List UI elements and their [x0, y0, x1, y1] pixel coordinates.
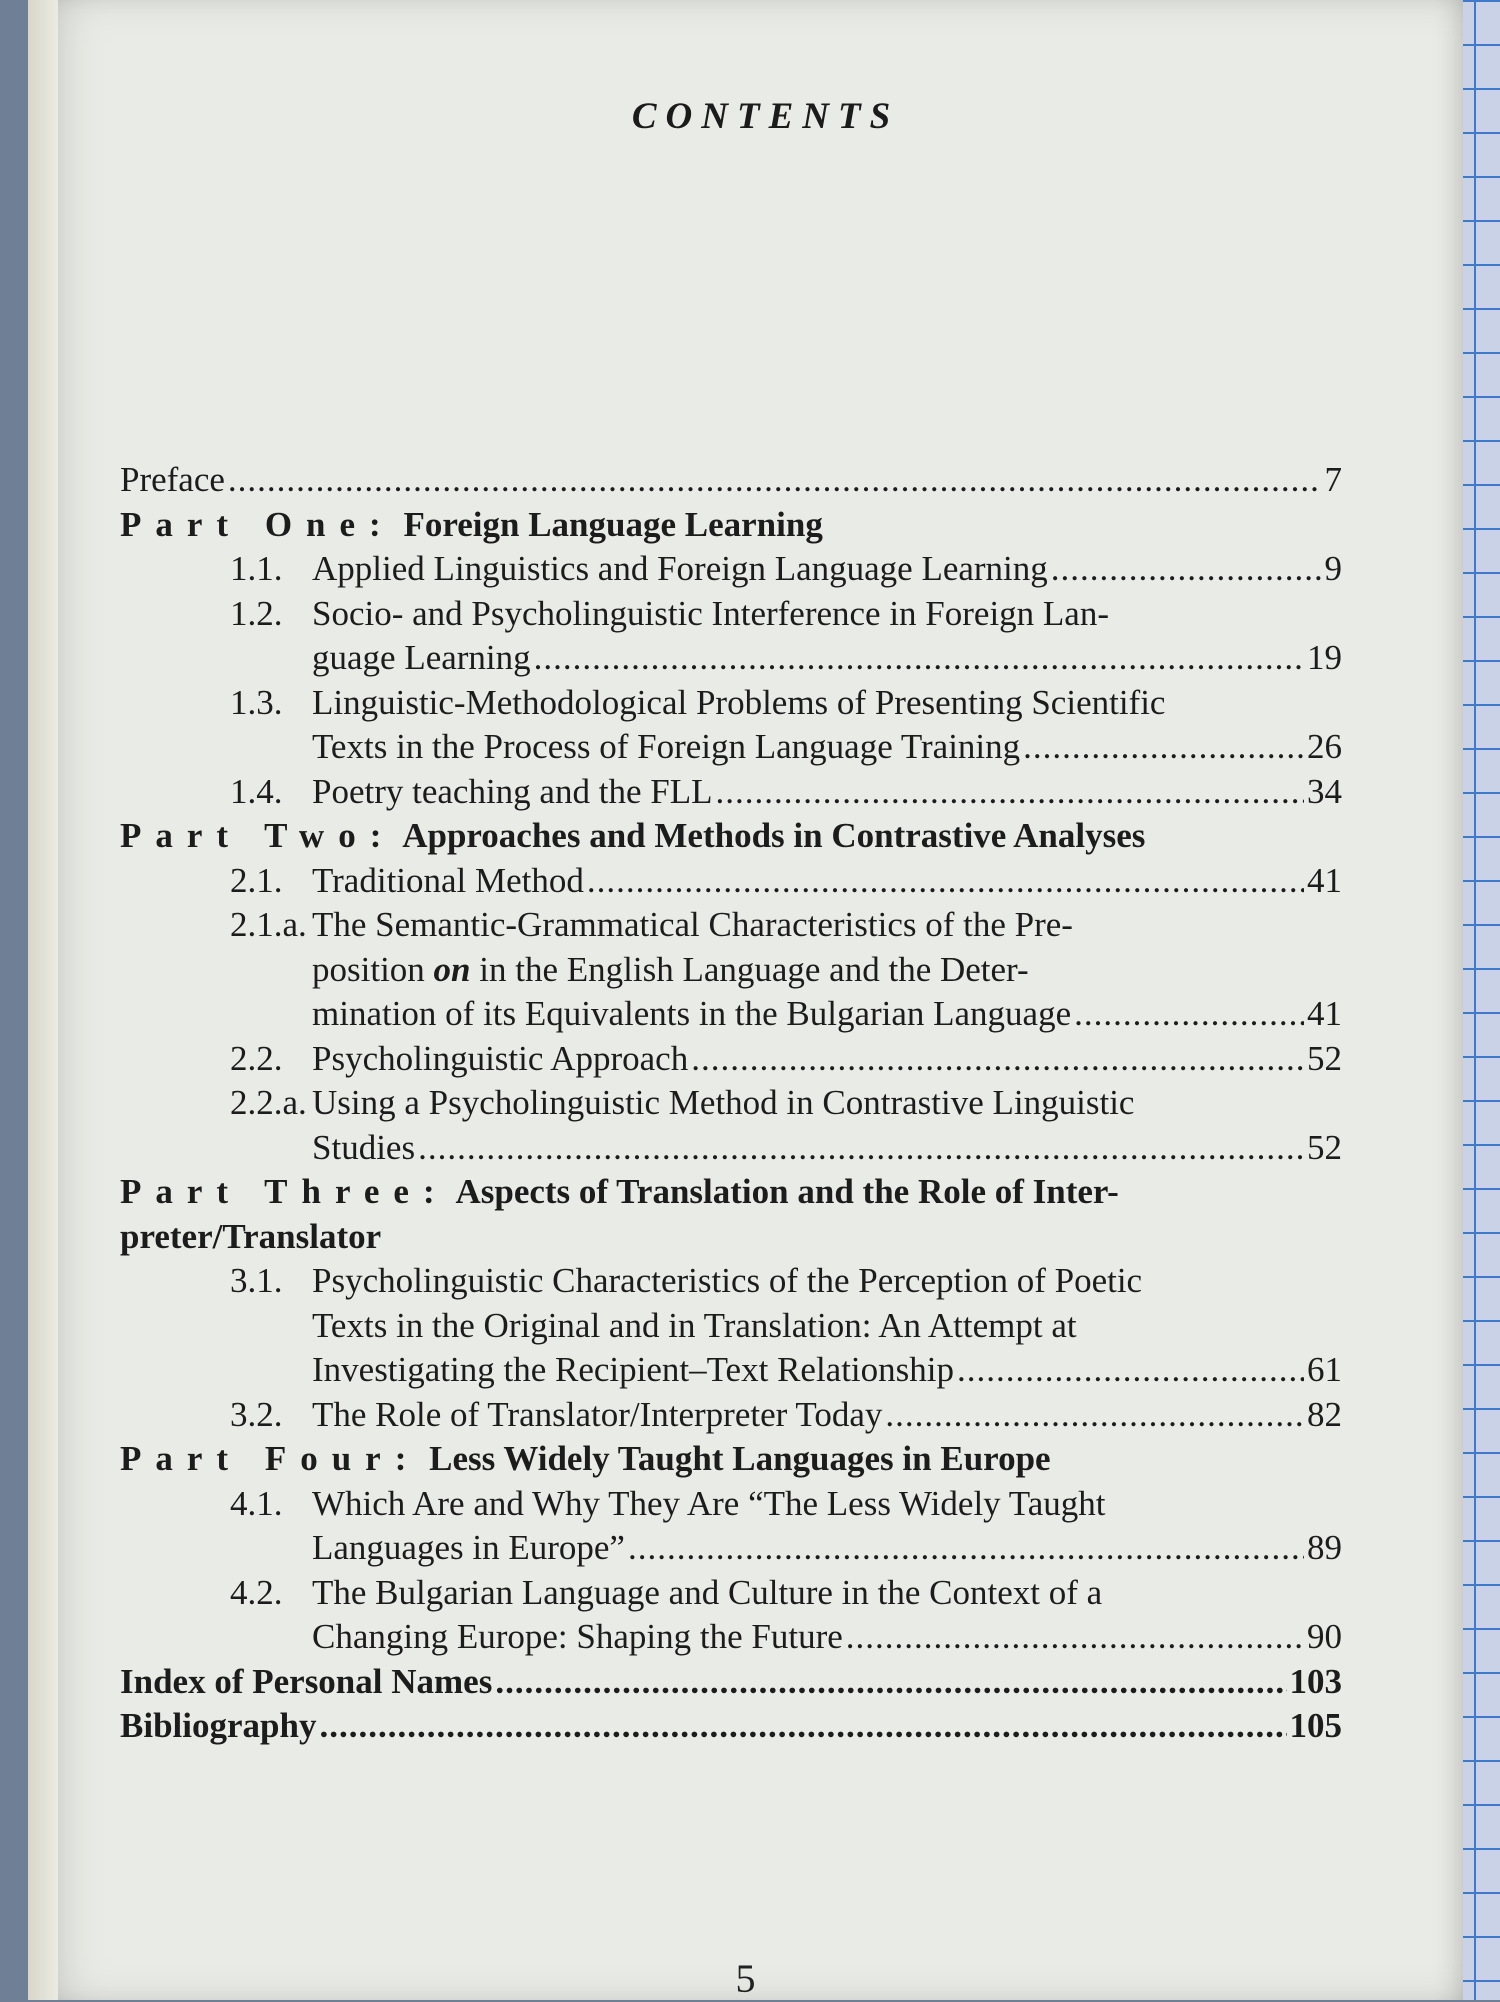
toc-entry-preface: Preface ..... 7 [120, 458, 1342, 503]
page-ref: 41 [1307, 860, 1342, 900]
toc-entry-index: Index of Personal Names ..... 103 [120, 1660, 1342, 1705]
toc-part-heading: Part Three: Aspects of Translation and the Role of Inter- [120, 1172, 1119, 1211]
page-gutter [28, 0, 58, 2000]
dot-leader [957, 1348, 1304, 1393]
dot-leader [1074, 992, 1304, 1037]
toc-entry: 3.2. The Role of Translator/Interpreter Today ..... 82 [120, 1393, 1342, 1438]
page-ref: 61 [1307, 1350, 1342, 1389]
page-ref: 82 [1307, 1394, 1342, 1434]
dot-leader [534, 636, 1304, 681]
toc-entry-continuation: mination of its Equivalents in the Bulgarian Language ..... 41 [120, 992, 1342, 1037]
dot-leader [691, 1037, 1304, 1082]
toc-entry-continuation: Texts in the Original and in Translation: An Attempt at [312, 1305, 1077, 1345]
toc-entry-continuation: Investigating the Recipient–Text Relationship ..... 61 [120, 1348, 1342, 1393]
toc-entry: 2.2. Psycholinguistic Approach ..... 52 [120, 1037, 1342, 1082]
page-ref: 26 [1307, 727, 1342, 766]
toc-part-heading: Part One: Foreign Language Learning [120, 504, 823, 544]
page-ref: 90 [1307, 1617, 1342, 1656]
dot-leader [715, 770, 1304, 815]
toc-entry-continuation: guage Learning ..... 19 [120, 636, 1342, 681]
toc-entry: 2.2.a. Using a Psycholinguistic Method in Contrastive Linguistic [230, 1083, 1135, 1122]
toc-entry: 1.2. Socio- and Psycholinguistic Interference in Foreign Lan- [230, 593, 1110, 633]
toc-entry: 4.1. Which Are and Why They Are “The Less Widely Taught [230, 1483, 1106, 1523]
toc-entry: 1.1. Applied Linguistics and Foreign Language Learning ..... 9 [120, 547, 1342, 592]
dot-leader [495, 1660, 1286, 1705]
dot-leader [418, 1126, 1304, 1171]
dot-leader [1023, 725, 1304, 770]
toc-entry: 1.3. Linguistic-Methodological Problems of Presenting Scientific [230, 682, 1166, 722]
page-title: CONTENTS [631, 96, 900, 137]
page-ref: 52 [1307, 1127, 1342, 1167]
page-ref: 52 [1307, 1038, 1342, 1078]
toc-entry-bibliography: Bibliography ..... 105 [120, 1704, 1342, 1749]
toc-entry-continuation: Languages in Europe” ..... 89 [120, 1526, 1342, 1571]
table-of-contents [120, 458, 1342, 1749]
dot-leader [587, 859, 1304, 904]
dot-leader [846, 1615, 1304, 1660]
toc-entry: 1.4. Poetry teaching and the FLL ..... 34 [120, 770, 1342, 815]
toc-part-heading: Part Two: Approaches and Methods in Contrastive Analyses [120, 816, 1146, 855]
toc-entry-continuation: position on in the English Language and the Deter- [312, 949, 1029, 989]
page-ref: 103 [1289, 1661, 1342, 1701]
toc-entry: 2.1. Traditional Method ..... 41 [120, 859, 1342, 904]
page-ref: 89 [1307, 1528, 1342, 1567]
page-ref: 105 [1289, 1706, 1342, 1745]
page-ref: 7 [1324, 460, 1342, 499]
toc-part-heading-continuation: preter/Translator [120, 1216, 382, 1256]
book-page [28, 0, 1463, 2000]
page-ref: 41 [1307, 994, 1342, 1033]
toc-entry-continuation: Studies ..... 52 [120, 1126, 1342, 1171]
dot-leader [885, 1393, 1304, 1438]
toc-entry-continuation: Changing Europe: Shaping the Future ..... 90 [120, 1615, 1342, 1660]
toc-part-heading: Part Four: Less Widely Taught Languages in Europe [120, 1439, 1051, 1478]
page-ref: 34 [1307, 771, 1342, 811]
dot-leader [319, 1704, 1286, 1749]
toc-entry: 2.1.a. The Semantic-Grammatical Characteristics of the Pre- [230, 905, 1073, 944]
page-ref: 19 [1307, 638, 1342, 677]
toc-entry: 3.1. Psycholinguistic Characteristics of the Perception of Poetic [230, 1261, 1143, 1300]
page-number: 5 [735, 1956, 756, 2001]
dot-leader [628, 1526, 1304, 1571]
toc-entry-continuation: Texts in the Process of Foreign Language Training ..... 26 [120, 725, 1342, 770]
dot-leader [1051, 547, 1322, 592]
dot-leader [228, 458, 1322, 503]
page-ref: 9 [1324, 549, 1342, 588]
toc-entry: 4.2. The Bulgarian Language and Culture in the Context of a [230, 1572, 1103, 1612]
